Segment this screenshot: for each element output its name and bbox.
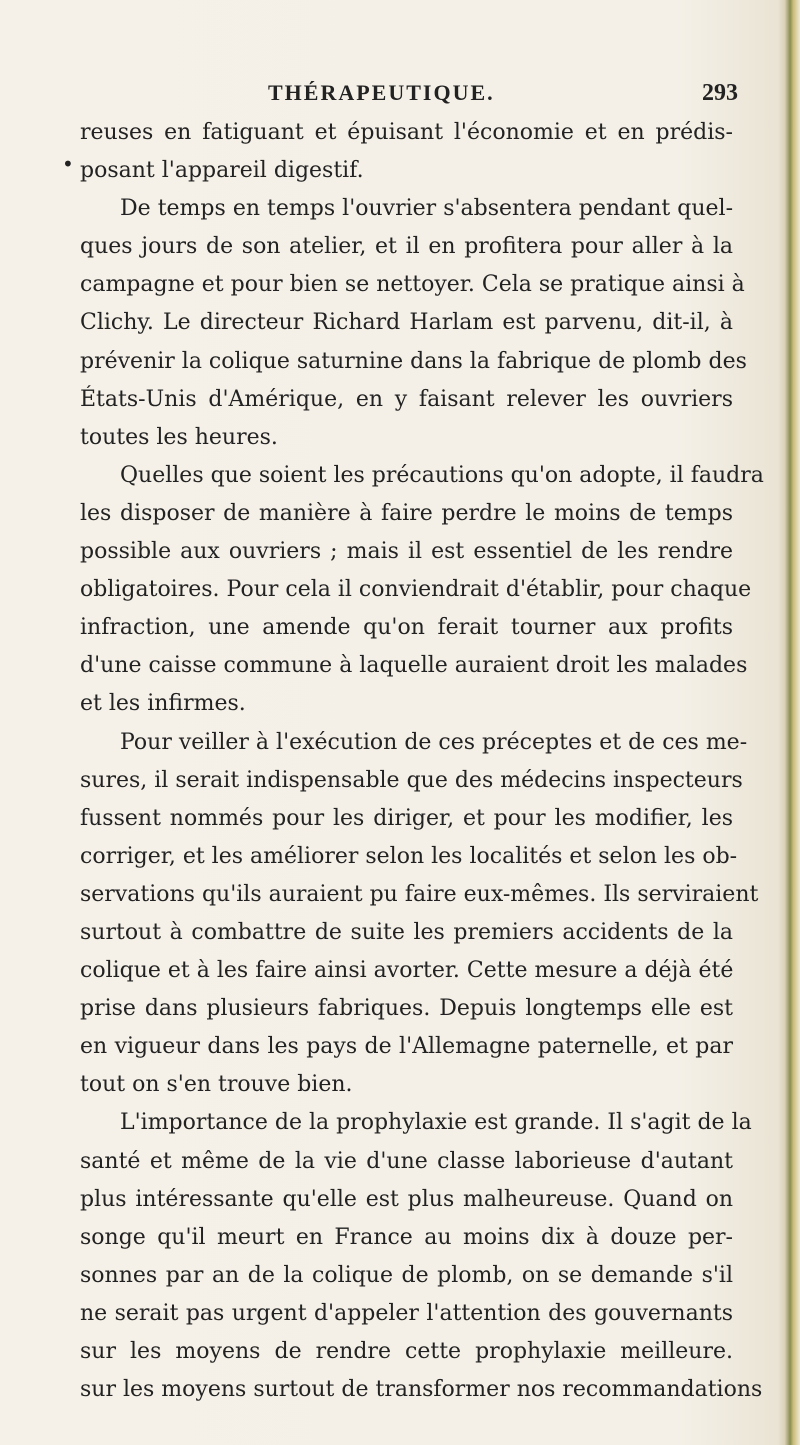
text-line: États-Unis d'Amérique, en y faisant relever les ouvriers xyxy=(80,386,733,412)
text-line: Pour veiller à l'exécution de ces préceptes et de ces me- xyxy=(120,729,748,755)
text-line: sonnes par an de la colique de plomb, on se demande s'il xyxy=(80,1262,733,1288)
page-edge xyxy=(778,0,800,1445)
text-line: plus intéressante qu'elle est plus malheureuse. Quand on xyxy=(80,1186,733,1212)
text-line: Clichy. Le directeur Richard Harlam est parvenu, dit-il, à xyxy=(80,310,733,336)
text-line: d'une caisse commune à laquelle auraient droit les malades xyxy=(80,653,748,679)
text-line: sur les moyens surtout de transformer nos recommandations xyxy=(80,1377,763,1403)
text-line: servations qu'ils auraient pu faire eux-mêmes. Ils serviraient xyxy=(80,881,759,907)
text-line: posant l'appareil digestif. xyxy=(80,158,364,184)
text-line: sures, il serait indispensable que des médecins inspecteurs xyxy=(80,767,743,793)
text-line: reuses en fatiguant et épuisant l'économie et en prédis- xyxy=(80,120,733,145)
text-line: fussent nommés pour les diriger, et pour les modifier, les xyxy=(80,805,733,831)
text-line: possible aux ouvriers ; mais il est essentiel de les rendre xyxy=(80,539,733,565)
text-line: De temps en temps l'ouvrier s'absentera pendant quel- xyxy=(120,196,733,222)
body-text xyxy=(80,114,764,1409)
margin-mark: • xyxy=(62,152,74,176)
text-line: les disposer de manière à faire perdre le moins de temps xyxy=(80,500,733,526)
text-line: corriger, et les améliorer selon les localités et selon les ob- xyxy=(80,843,738,869)
text-line: surtout à combattre de suite les premiers accidents de la xyxy=(80,919,733,945)
text-line: L'importance de la prophylaxie est grande. Il s'agit de la xyxy=(120,1110,752,1136)
text-line: songe qu'il meurt en France au moins dix à douze per- xyxy=(80,1224,733,1250)
text-line: et les infirmes. xyxy=(80,691,246,717)
text-line: tout on s'en trouve bien. xyxy=(80,1072,353,1098)
text-line: prise dans plusieurs fabriques. Depuis longtemps elle est xyxy=(80,996,733,1022)
text-line: en vigueur dans les pays de l'Allemagne paternelle, et par xyxy=(80,1034,733,1060)
text-line: obligatoires. Pour cela il conviendrait d'établir, pour chaque xyxy=(80,577,752,603)
text-line: ne serait pas urgent d'appeler l'attention des gouvernants xyxy=(80,1300,733,1326)
page-header xyxy=(268,80,738,110)
text-line: toutes les heures. xyxy=(80,424,278,450)
text-line: colique et à les faire ainsi avorter. Cette mesure a déjà été xyxy=(80,958,734,984)
text-line: Quelles que soient les précautions qu'on adopte, il faudra xyxy=(120,462,764,488)
text-line: campagne et pour bien se nettoyer. Cela se pratique ainsi à xyxy=(80,272,745,298)
page-number: 293 xyxy=(702,80,738,106)
text-line: santé et même de la vie d'une classe laborieuse d'autant xyxy=(80,1148,733,1174)
text-line: ques jours de son atelier, et il en profitera pour aller à la xyxy=(80,234,733,260)
text-line: infraction, une amende qu'on ferait tourner aux profits xyxy=(80,615,733,641)
running-title: THÉRAPEUTIQUE. xyxy=(268,80,495,105)
text-line: sur les moyens de rendre cette prophylaxie meilleure. xyxy=(80,1339,733,1364)
text-line: prévenir la colique saturnine dans la fabrique de plomb des xyxy=(80,348,747,374)
